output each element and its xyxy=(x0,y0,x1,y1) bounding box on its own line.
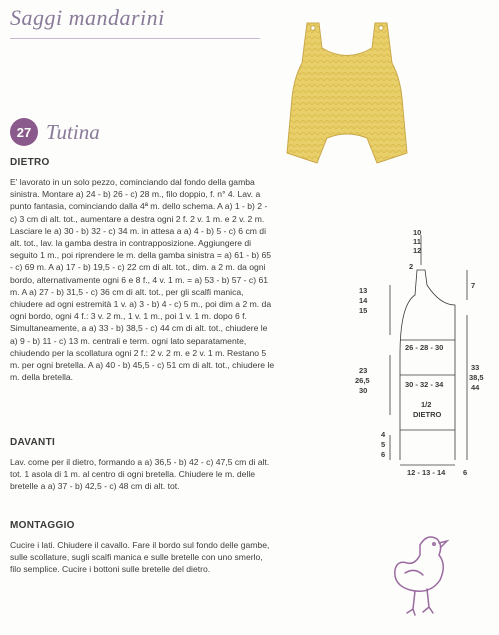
schema-center-label-1: 1/2 xyxy=(421,400,432,409)
schema-top-12: 12 xyxy=(413,246,422,255)
schema-left-top-15: 15 xyxy=(359,306,368,315)
schema-strap: 2 xyxy=(409,262,414,271)
romper-photo xyxy=(282,18,412,188)
pattern-title-row xyxy=(10,118,100,146)
schema-left-mid-23: 23 xyxy=(359,366,368,375)
schema-left-mid-30: 30 xyxy=(359,386,368,395)
schema-right-mid-33: 33 xyxy=(471,363,480,372)
schema-left-bottom-6: 6 xyxy=(381,450,386,459)
schema-left-mid-265: 26,5 xyxy=(355,376,370,385)
pattern-number-badge: 27 xyxy=(10,118,38,146)
schema-left-bottom-4: 4 xyxy=(381,430,386,439)
schema-inner-mid: 30 - 32 - 34 xyxy=(405,380,444,389)
section-text-montaggio: Cucire i lati. Chiudere il cavallo. Fare il bordo sul fondo delle gambe, sulle scollature, sugli scalfi manica e sulle bretelle con uno smerlo, filo semplice. Cucire i bottoni sulle bretelle del dietro. xyxy=(10,540,270,575)
schema-bottom: 12 - 13 - 14 xyxy=(407,468,446,475)
schema-left-bottom-5: 5 xyxy=(381,440,386,449)
magazine-title: Saggi mandarini xyxy=(10,5,165,30)
schema-bottom-right: 6 xyxy=(463,468,468,475)
schema-left-top-13: 13 xyxy=(359,286,368,295)
pattern-title: Tutina xyxy=(46,119,100,144)
schema-inner-top: 26 - 28 - 30 xyxy=(405,343,444,352)
section-heading-dietro: DIETRO xyxy=(10,157,50,168)
section-text-dietro: E' lavorato in un solo pezzo, cominciando dal fondo della gamba sinistra. Montare a) 24 - b) 26 - c) 28 m., filo doppio, f. n° 4. Lav. a punto fantasia, cominciando dalla 4ª m. dello schema. A a) 1 - b) 2 - c) 3 cm di alt. tot., aumentare a destra ogni 2 f. 2 v. 1 m. e 2 v. 2 m. Lasciare le a) 30 - b) 32 - c) 34 m. in attesa a a) 4 - b) 5 - c) 6 cm di alt. tot., lav. la gamba destra in contrapposizione. Aggiungere di seguito 1 m., poi riprendere le m. della gamba sinistra = a) 61 - b) 65 - c) 69 m. A a) 17 - b) 19,5 - c) 22 cm di alt. tot., dim. a 2 m. da ogni bordo, alternativamente ogni 6 e 8 f., 4 v. 1 m. = a) 53 - b) 57 - c) 61 m. A a) 27 - b) 31,5 - c) 36 cm di alt. tot., per gli scalfi manica, chiudere ad ogni estremità 1 v. a) 3 - b) 4 - c) 5 m., poi dim a 2 m. da ogni bordo, ogni 4 f.: 3 v. 2 m., 1 v. 1 m., poi 1 v. 1 m. dopo 6 f. Simultaneamente, a a) 33 - b) 38,5 - c) 44 cm di alt. tot., chiudere le a) 9 - b) 11 - c) 13 m. centrali e term. ogni lato separatamente, chiudendo per la scollatura ogni 2 f.: 2 v. 2 m. e 2 v. 1 m. Restano 5 m. per ogni bretella. A a) 40 - b) 45,5 - c) 51 cm di alt. tot., chiudere le m. della bretella. xyxy=(10,177,275,383)
schema-right-mid-44: 44 xyxy=(471,383,480,392)
section-text-davanti: Lav. come per il dietro, formando a a) 36,5 - b) 42 - c) 47,5 cm di alt. tot. 1 asola di 1 m. al centro di ogni bretella. Chiudere le m. delle bretelle a a) 37 - b) 42,5 - c) 48 cm di alt. tot. xyxy=(10,457,270,492)
pattern-schema xyxy=(355,225,495,475)
schema-right-top-7: 7 xyxy=(471,281,476,290)
chick-illustration xyxy=(385,525,455,620)
schema-left-top-14: 14 xyxy=(359,296,368,305)
schema-top-11: 11 xyxy=(413,237,421,246)
section-heading-montaggio: MONTAGGIO xyxy=(10,520,75,531)
schema-top-10: 10 xyxy=(413,228,422,237)
header-divider xyxy=(10,38,260,39)
schema-right-mid-385: 38,5 xyxy=(469,373,484,382)
schema-center-label-2: DIETRO xyxy=(413,410,442,419)
section-heading-davanti: DAVANTI xyxy=(10,437,56,448)
